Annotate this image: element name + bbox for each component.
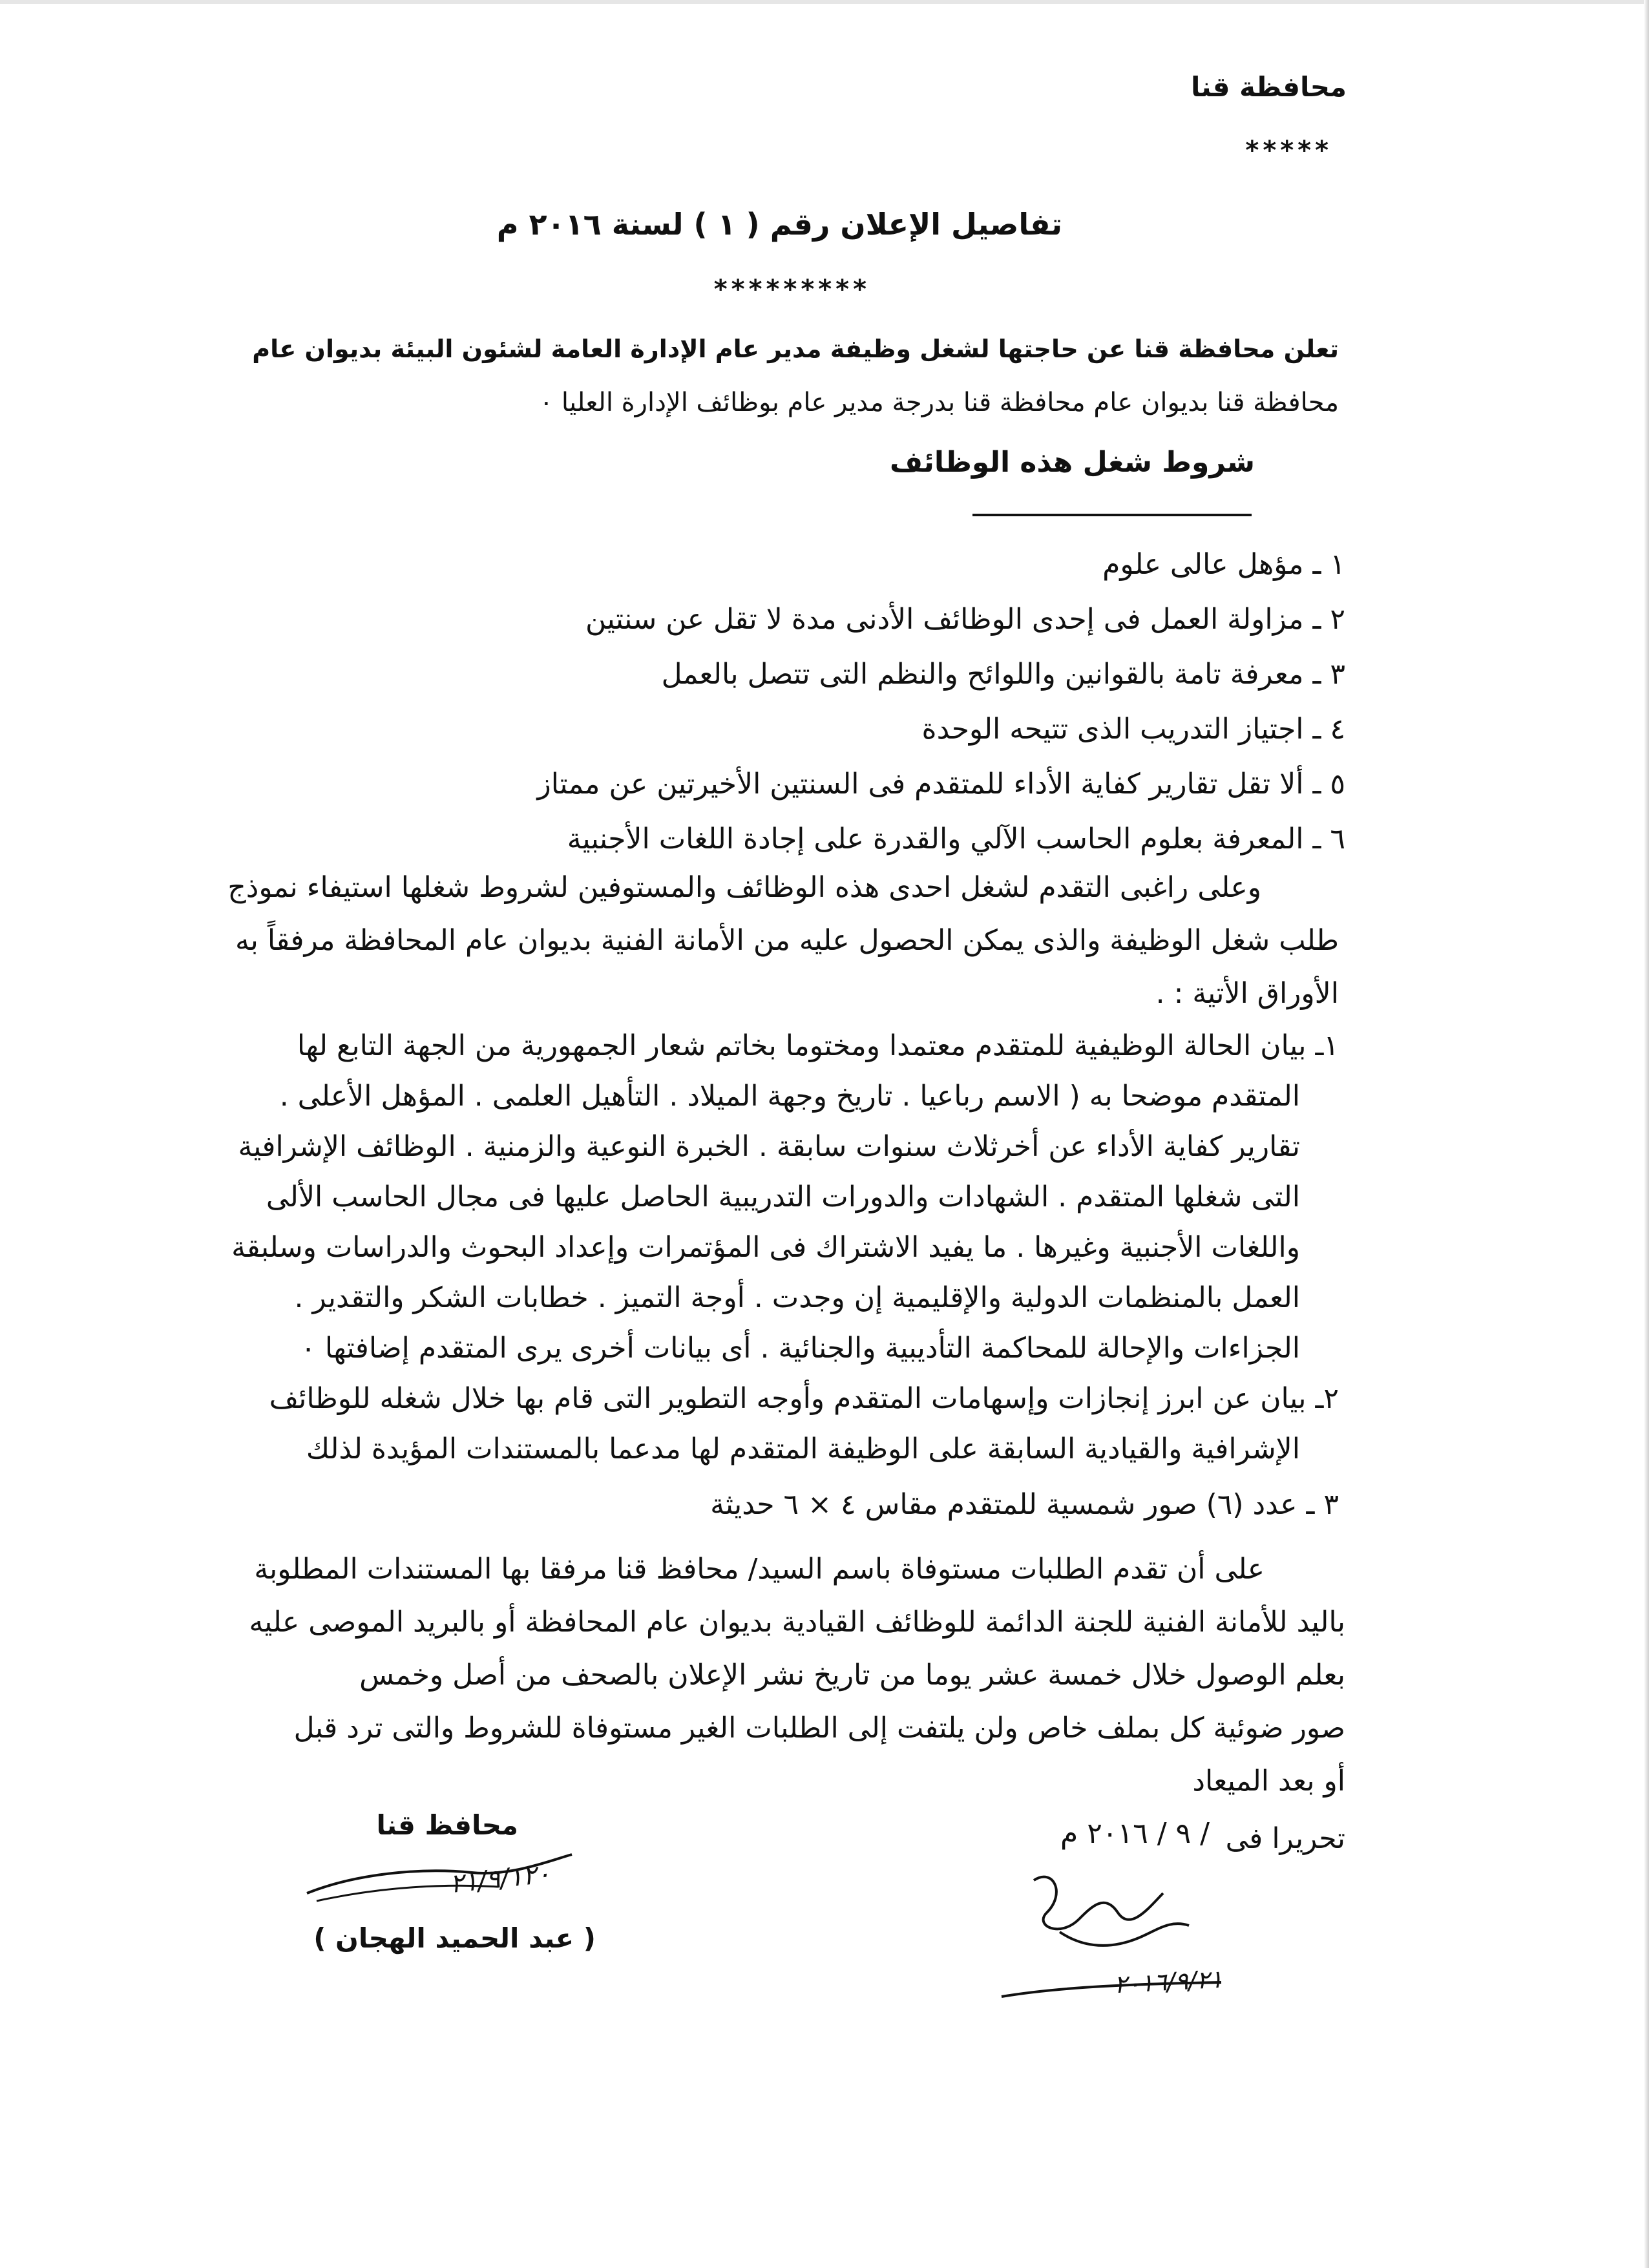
submission-line: بعلم الوصول خلال خمسة عشر يوما من تاريخ نشر الإعلان بالصحف من أصل وخمس xyxy=(359,1659,1345,1692)
dated-value: / ٩ / ٢٠١٦ م xyxy=(1060,1817,1210,1850)
condition-item: ١ ـ مؤهل عالى علوم xyxy=(1102,548,1345,581)
document-line: الجزاءات والإحالة للمحاكمة التأديبية والجنائية . أى بيانات أخرى يرى المتقدم إضافتها ٠ xyxy=(300,1332,1300,1365)
condition-item: ٤ ـ اجتياز التدريب الذى تتيحه الوحدة xyxy=(921,713,1345,746)
stars-short: ***** xyxy=(1245,136,1332,165)
scan-right-edge xyxy=(1644,0,1649,2268)
document-line: التى شغلها المتقدم . الشهادات والدورات التدريبية الحاصل عليها فى مجال الحاسب الألى xyxy=(266,1181,1300,1213)
heading-underline xyxy=(972,514,1252,516)
governor-name: ( عبد الحميد الهجان ) xyxy=(313,1922,596,1954)
applicants-line: وعلى راغبى التقدم لشغل احدى هذه الوظائف والمستوفين لشروط شغلها استيفاء نموذج xyxy=(227,871,1261,904)
document-line: ١ـ بيان الحالة الوظيفية للمتقدم معتمدا ومختوما بخاتم شعار الجمهورية من الجهة التابع لها xyxy=(297,1029,1339,1062)
signature-strokes-left xyxy=(304,1848,575,1906)
document-line: واللغات الأجنبية وغيرها . ما يفيد الاشتراك فى المؤتمرات وإعداد البحوث والدراسات وسلبقة xyxy=(231,1231,1300,1264)
submission-line: باليد للأمانة الفنية للجنة الدائمة للوظائف القيادية بديوان عام المحافظة أو بالبريد الموصى عليه xyxy=(249,1606,1345,1639)
document-line: ٣ ـ عدد (٦) صور شمسية للمتقدم مقاس ٤ × ٦ حديثة xyxy=(710,1488,1339,1521)
document-line: ٢ـ بيان عن ابرز إنجازات وإسهامات المتقدم وأوجه التطوير التى قام بها خلال شغله للوظائف xyxy=(269,1382,1339,1415)
document-line: العمل بالمنظمات الدولية والإقليمية إن وجدت . أوجة التميز . خطابات الشكر والتقدير . xyxy=(294,1281,1300,1314)
applicants-line: طلب شغل الوظيفة والذى يمكن الحصول عليه من الأمانة الفنية بديوان عام المحافظة مرفقاً به xyxy=(235,924,1339,957)
submission-line: على أن تقدم الطلبات مستوفاة باسم السيد/ محافظ قنا مرفقا بها المستندات المطلوبة xyxy=(254,1553,1265,1586)
condition-item: ٣ ـ معرفة تامة بالقوانين واللوائح والنظم التى تتصل بالعمل xyxy=(661,658,1345,691)
intro-line-2: محافظة قنا بديوان عام محافظة قنا بدرجة مدير عام بوظائف الإدارة العليا ٠ xyxy=(539,388,1339,417)
condition-item: ٥ ـ ألا تقل تقارير كفاية الأداء للمتقدم فى السنتين الأخيرتين عن ممتاز xyxy=(537,768,1345,801)
handwritten-date-left: ٢١/٩/١٢٠ xyxy=(448,1858,552,1900)
condition-item: ٢ ـ مزاولة العمل فى إحدى الوظائف الأدنى مدة لا تقل عن سنتين xyxy=(585,603,1345,636)
submission-line: صور ضوئية كل بملف خاص ولن يلتفت إلى الطلبات الغير مستوفاة للشروط والتى ترد قبل xyxy=(293,1712,1345,1745)
document-line: تقارير كفاية الأداء عن أخرثلاث سنوات سابقة . الخبرة النوعية والزمنية . الوظائف الإشرافية xyxy=(238,1130,1300,1163)
announcement-title: تفاصيل الإعلان رقم ( ١ ) لسنة ٢٠١٦ م xyxy=(496,207,1062,242)
document-line: الإشرافية والقيادية السابقة على الوظيفة المتقدم لها مدعما بالمستندات المؤيدة لذلك xyxy=(306,1433,1300,1465)
condition-item: ٦ ـ المعرفة بعلوم الحاسب الآلي والقدرة على إجادة اللغات الأجنبية xyxy=(567,823,1345,856)
governor-title: محافظ قنا xyxy=(376,1809,518,1841)
stars-long: ********* xyxy=(713,275,870,304)
dated-label: تحريرا فى xyxy=(1225,1822,1345,1855)
submission-line: أو بعد الميعاد xyxy=(1192,1765,1345,1798)
applicants-line: الأوراق الأتية : . xyxy=(1155,977,1339,1010)
handwritten-date-right: ٢٠١٦/٩/٢١ xyxy=(1113,1964,1224,1999)
document-line: المتقدم موضحا به ( الاسم رباعيا . تاريخ وجهة الميلاد . التأهيل العلمى . المؤهل الأعلى . xyxy=(279,1080,1300,1113)
scan-top-edge xyxy=(0,0,1649,4)
governorate-heading: محافظة قنا xyxy=(1191,71,1347,103)
conditions-heading: شروط شغل هذه الوظائف xyxy=(890,446,1255,479)
intro-line-1: تعلن محافظة قنا عن حاجتها لشغل وظيفة مدير عام الإدارة العامة لشئون البيئة بديوان عام xyxy=(252,335,1339,363)
